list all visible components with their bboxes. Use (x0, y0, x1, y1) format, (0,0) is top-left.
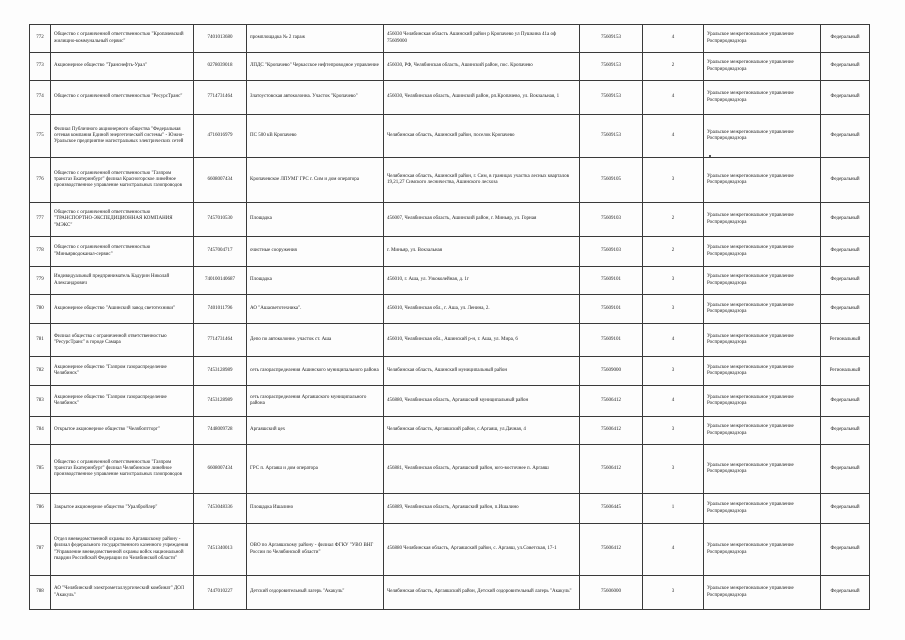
supervisory-authority: Уральское межрегиональное управление Росприроднадзора (704, 357, 821, 386)
risk-category: 4 (643, 324, 704, 357)
organization-name: Индивидуальный предприниматель Кадурин Николай Александрович (51, 267, 194, 295)
row-number: 788 (30, 576, 51, 610)
row-number: 786 (30, 494, 51, 524)
oktmo-code: 75609153 (580, 25, 643, 53)
organization-name: Закрытое акционерное общество "Уралбройлер" (51, 494, 194, 524)
risk-category: 2 (643, 237, 704, 267)
risk-category: 1 (643, 494, 704, 524)
object-address: 456010, Челябинская обл., Ашинский р-н, г. Аша, ул. Мира, 6 (384, 324, 580, 357)
object-name: очистные сооружения (247, 237, 384, 267)
organization-name: Акционерное общество "Газпром газораспределение Челябинск" (51, 386, 194, 417)
oktmo-code: 75609153 (580, 115, 643, 158)
table-row (30, 417, 870, 445)
object-name: ОВО по Аргаяшскому району - филиал ФГКУ "УВО ВНГ России по Челябинской области" (247, 524, 384, 576)
risk-category: 3 (643, 295, 704, 324)
object-address: г. Миньяр, ул. Вокзальная (384, 237, 580, 267)
supervision-level: Федеральный (821, 25, 870, 53)
organization-name: Открытое акционерное общество "Челябоптторг" (51, 417, 194, 445)
inn-number: 7714731464 (194, 81, 247, 115)
oktmo-code: 75606412 (580, 524, 643, 576)
supervision-level: Федеральный (821, 494, 870, 524)
supervisory-authority: Уральское межрегиональное управление Росприроднадзора (704, 158, 821, 203)
inn-number: 7451340013 (194, 524, 247, 576)
row-number: 784 (30, 417, 51, 445)
organization-name: Общество с ограниченной ответственностью "Кропачевский жилищно-коммунальный сервис" (51, 25, 194, 53)
table-row (30, 324, 870, 357)
risk-category: 3 (643, 576, 704, 610)
oktmo-code: 75609101 (580, 324, 643, 357)
supervisory-authority: Уральское межрегиональное управление Росприроднадзора (704, 25, 821, 53)
supervision-level: Федеральный (821, 295, 870, 324)
organization-name: Филиал Публичного акционерного общества "Федеральная сетевая компания Единой энергетической системы" - Южно-Уральское предприятие магистральных электрических сетей (51, 115, 194, 158)
table-row (30, 524, 870, 576)
object-address: Челябинская область, Ашинский муниципальный район (384, 357, 580, 386)
risk-category: 3 (643, 267, 704, 295)
row-number: 782 (30, 357, 51, 386)
oktmo-code: 75606412 (580, 445, 643, 494)
organization-name: Акционерное общество "Газпром газораспределение Челябинск" (51, 357, 194, 386)
risk-category: 4 (643, 25, 704, 53)
table-row (30, 237, 870, 267)
table-row (30, 267, 870, 295)
table-row (30, 295, 870, 324)
organization-name: Акционерное общество "Транснефть-Урал" (51, 53, 194, 81)
oktmo-code: 75609101 (580, 295, 643, 324)
risk-category: 4 (643, 524, 704, 576)
row-number: 780 (30, 295, 51, 324)
supervision-level: Федеральный (821, 417, 870, 445)
object-address: 456889, Челябинская область, Аргаяшский район, п.Ишалино (384, 494, 580, 524)
supervisory-authority: Уральское межрегиональное управление Росприроднадзора (704, 295, 821, 324)
inn-number: 7448009728 (194, 417, 247, 445)
object-name: Детский оздоровительный лагерь "Акакуль" (247, 576, 384, 610)
row-number: 779 (30, 267, 51, 295)
oktmo-code: 75609000 (580, 357, 643, 386)
object-name: ПС 500 кВ Кропачево (247, 115, 384, 158)
organization-name: Отдел вневедомственной охраны по Аргаяшскому району - филиал федерального государственного казенного учреждения "Управление вневедомственной охраны войск национальной гвардии Российской Федерации по Челябинской области" (51, 524, 194, 576)
object-address: 456007, Челябинская область, Ашинский район, г. Миньяр, ул. Горная (384, 203, 580, 237)
supervision-level: Федеральный (821, 53, 870, 81)
risk-category: 4 (643, 81, 704, 115)
object-name: Площадка (247, 203, 384, 237)
object-address: 456030, Челябинская область, Ашинский район, рп.Кропачево, ул. Вокзальная, 1 (384, 81, 580, 115)
organization-name: Общество с ограниченной ответственностью "Миньярводоканал-сервис" (51, 237, 194, 267)
inn-number: 7453128989 (194, 386, 247, 417)
supervision-level: Федеральный (821, 81, 870, 115)
supervision-level: Федеральный (821, 267, 870, 295)
object-name: ЛПДС "Кропачево" Черкасское нефтепроводное управление (247, 53, 384, 81)
risk-category: 3 (643, 445, 704, 494)
risk-category: 2 (643, 53, 704, 81)
inn-number: 7457010530 (194, 203, 247, 237)
organization-name: Общество с ограниченной ответственностью "РесурсТранс" (51, 81, 194, 115)
table-row (30, 386, 870, 417)
inn-number: 7453128989 (194, 357, 247, 386)
supervisory-authority: Уральское межрегиональное управление Росприроднадзора (704, 81, 821, 115)
oktmo-code: 75609153 (580, 81, 643, 115)
supervisory-authority: Уральское межрегиональное управление Росприроднадзора (704, 445, 821, 494)
supervision-level: Региональный (821, 324, 870, 357)
organization-name: Акционерное общество "Ашинский завод светотехники" (51, 295, 194, 324)
row-number: 772 (30, 25, 51, 53)
row-number: 787 (30, 524, 51, 576)
object-name: Площадка (247, 267, 384, 295)
object-address: 456010, г. Аша, ул. Узкоколейная, д. 1г (384, 267, 580, 295)
object-name: АО "Ашасветотехника". (247, 295, 384, 324)
supervision-level: Федеральный (821, 237, 870, 267)
supervision-level: Региональный (821, 357, 870, 386)
oktmo-code: 75609103 (580, 203, 643, 237)
supervisory-authority: Уральское межрегиональное управление Росприроднадзора (704, 53, 821, 81)
oktmo-code: 75606445 (580, 494, 643, 524)
risk-category: 4 (643, 386, 704, 417)
supervision-level: Федеральный (821, 386, 870, 417)
oktmo-code: 75609105 (580, 158, 643, 203)
supervisory-authority: Уральское межрегиональное управление Росприроднадзора (704, 417, 821, 445)
supervisory-authority: Уральское межрегиональное управление Росприроднадзора (704, 203, 821, 237)
register-table (29, 24, 870, 610)
row-number: 783 (30, 386, 51, 417)
object-name: Златоустовская автоколонна. Участок "Кропачево" (247, 81, 384, 115)
inn-number: 7401013680 (194, 25, 247, 53)
oktmo-code: 75606412 (580, 386, 643, 417)
object-name: ГРС п. Аргаяш и дом оператора (247, 445, 384, 494)
inn-number: 6608007434 (194, 158, 247, 203)
organization-name: Общество с ограниченной ответственностью "ТРАНСПОРТНО-ЭКСПЕДИЦИОННАЯ КОМПАНИЯ "МЭКС" (51, 203, 194, 237)
inn-number: 7447010227 (194, 576, 247, 610)
inn-number: 6608007434 (194, 445, 247, 494)
object-name: Аргаяшский цех (247, 417, 384, 445)
supervision-level: Федеральный (821, 158, 870, 203)
table-row (30, 53, 870, 81)
supervision-level: Федеральный (821, 115, 870, 158)
row-number: 777 (30, 203, 51, 237)
row-number: 781 (30, 324, 51, 357)
supervision-level: Федеральный (821, 524, 870, 576)
object-name: сеть газораспределения Ашинского муниципального района (247, 357, 384, 386)
object-address: 456030 Челябинская область Ашинский район р Кропачево ул Пушкина 41а оф 75609000 (384, 25, 580, 53)
supervisory-authority: Уральское межрегиональное управление Росприроднадзора (704, 115, 821, 158)
table-row (30, 158, 870, 203)
object-address: 456881, Челябинская область, Аргаяшский район, юго-восточнее п. Аргаяш (384, 445, 580, 494)
supervisory-authority: Уральское межрегиональное управление Росприроднадзора (704, 524, 821, 576)
supervisory-authority: Уральское межрегиональное управление Росприроднадзора (704, 386, 821, 417)
table-row (30, 357, 870, 386)
inn-number: 7453048336 (194, 494, 247, 524)
risk-category: 3 (643, 417, 704, 445)
table-row (30, 576, 870, 610)
object-name: Кропачевское ЛПУМГ ГРС г. Сим и дом оператора (247, 158, 384, 203)
organization-name: Филиал общества с ограниченной ответственностью "РесурсТранс" в городе Самара (51, 324, 194, 357)
table-row (30, 81, 870, 115)
inn-number: 740100140687 (194, 267, 247, 295)
table-row (30, 203, 870, 237)
row-number: 773 (30, 53, 51, 81)
supervisory-authority: Уральское межрегиональное управление Росприроднадзора (704, 576, 821, 610)
object-address: 456030, РФ, Челябинская область, Ашинский район, пос. Кропачево (384, 53, 580, 81)
supervision-level: Федеральный (821, 576, 870, 610)
risk-category: 3 (643, 357, 704, 386)
object-address: Челябинская область, Аргаяшский район, Детский оздоровительный лагерь "Акакуль" (384, 576, 580, 610)
register-table-body (30, 25, 870, 610)
object-name: промплощадка № 2 гараж (247, 25, 384, 53)
oktmo-code: 75609153 (580, 53, 643, 81)
risk-category: 3 (643, 158, 704, 203)
object-name: сеть газораспределения Аргаяшского муниципального района (247, 386, 384, 417)
object-address: Челябинская область, Ашинский район, поселок Кропачево (384, 115, 580, 158)
object-name: Площадка Ишалино (247, 494, 384, 524)
organization-name: Общество с ограниченной ответственностью "Газпром трансгаз Екатеринбург" филиал Красногорское линейное производственное управление магистральных газопроводов (51, 158, 194, 203)
object-name: Депо по автоколонне. участок ст. Аша (247, 324, 384, 357)
row-number: 775 (30, 115, 51, 158)
supervisory-authority: Уральское межрегиональное управление Росприроднадзора (704, 494, 821, 524)
risk-category: 2 (643, 203, 704, 237)
supervision-level: Федеральный (821, 445, 870, 494)
supervisory-authority: Уральское межрегиональное управление Росприроднадзора (704, 237, 821, 267)
oktmo-code: 75606412 (580, 417, 643, 445)
inn-number: 4716016979 (194, 115, 247, 158)
object-address: Челябинская область, Ашинский район, г. Сим, в границах участка лесных кварталов 19,21,27 Симского лесничества, Ашинского лесхоза (384, 158, 580, 203)
inn-number: 7714731464 (194, 324, 247, 357)
row-number: 776 (30, 158, 51, 203)
row-number: 774 (30, 81, 51, 115)
oktmo-code: 75606000 (580, 576, 643, 610)
organization-name: АО "Челябинский электрометаллургический комбинат" ДОЛ "Акакуль" (51, 576, 194, 610)
inn-number: 7457004717 (194, 237, 247, 267)
organization-name: Общество с ограниченной ответственностью "Газпром трансгаз Екатеринбург" филиал Челябинское линейное производственное управление магистральных газопроводов (51, 445, 194, 494)
scan-speck (709, 155, 711, 157)
object-address: 456880, Челябинская область, Аргаяшский муниципальный район (384, 386, 580, 417)
risk-category: 4 (643, 115, 704, 158)
supervisory-authority: Уральское межрегиональное управление Росприроднадзора (704, 324, 821, 357)
table-row (30, 25, 870, 53)
object-address: 456880 Челябинская область, Аргаяшский район, с. Аргаяш, ул.Советская, 17-1 (384, 524, 580, 576)
supervisory-authority: Уральское межрегиональное управление Росприроднадзора (704, 267, 821, 295)
oktmo-code: 75609101 (580, 267, 643, 295)
inn-number: 0278039018 (194, 53, 247, 81)
object-address: 456010, Челябинская обл., г. Аша, ул. Ленина, 2. (384, 295, 580, 324)
object-address: Челябинская область, Аргаяшский район, с.Аргаяш, ул.Дачная, 4 (384, 417, 580, 445)
row-number: 785 (30, 445, 51, 494)
oktmo-code: 75609103 (580, 237, 643, 267)
table-row (30, 115, 870, 158)
row-number: 778 (30, 237, 51, 267)
inn-number: 7401011796 (194, 295, 247, 324)
table-row (30, 445, 870, 494)
table-row (30, 494, 870, 524)
supervision-level: Федеральный (821, 203, 870, 237)
